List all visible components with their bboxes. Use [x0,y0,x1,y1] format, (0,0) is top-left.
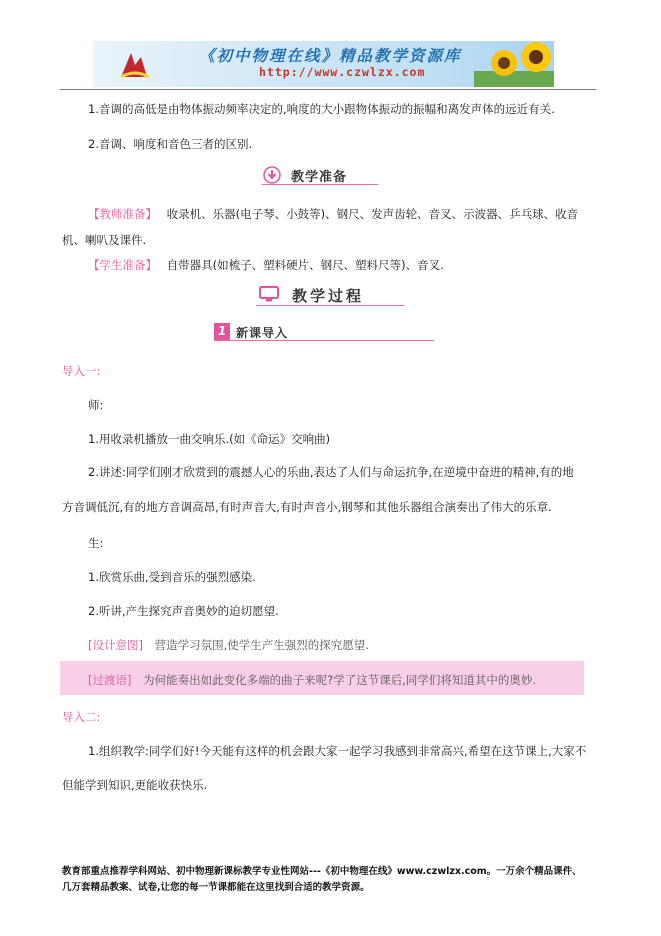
prep-heading: 教学准备 [291,170,348,185]
footer-line-2: 几万套精品教案、试卷,让您的每一节课都能在这里找到合适的教学资源。 [62,882,370,893]
design-intent-text: 营造学习氛围,使学生产生强烈的探究愿望. [154,638,369,652]
process-heading: 教学过程 [292,287,365,305]
teacher-prep-text: 收录机、乐器(电子琴、小鼓等)、钢尺、发声齿轮、音叉、示波器、乒乓球、收音 [166,207,579,221]
intro2-step-1: 1.组织教学:同学们好!今天能有这样的机会跟大家一起学习我感到非常高兴,希望在这节课上,大家不 [88,744,587,758]
student-step-1: 1.欣赏乐曲,受到音乐的强烈感染. [88,570,256,584]
teacher-step-2: 2.讲述:同学们刚才欣赏到的震撼人心的乐曲,表达了人们与命运抗争,在逆境中奋进的精神,有的地 [88,465,574,479]
student-label: 生: [88,536,104,550]
transition-tag: [过渡语] [88,673,132,687]
objective-item-1: 1.音调的高低是由物体振动频率决定的,响度的大小跟物体振动的振幅和离发声体的远近有关. [88,102,555,116]
banner-url[interactable]: http://www.czwlzx.com [259,65,426,79]
monitor-icon [258,285,280,303]
header-banner [93,41,554,87]
sub-heading-underline [214,340,434,341]
intro2-label: 导入二: [62,710,101,724]
intro1-label: 导入一: [62,364,101,378]
sunflower-icon [474,41,554,87]
student-prep-tag: 【学生准备】 [88,258,157,272]
teacher-prep-tag: 【教师准备】 [88,207,157,221]
teacher-label: 师: [88,398,104,412]
teacher-step-1: 1.用收录机播放一曲交响乐.(如《命运》交响曲) [88,432,331,446]
design-intent-tag: [设计意图] [88,638,143,652]
banner-title: 《初中物理在线》精品教学资源库 [199,46,462,65]
sub-heading: 新课导入 [236,326,289,340]
student-step-2: 2.听讲,产生探究声音奥妙的迫切愿望. [88,604,279,618]
section-number-badge: 1 [214,323,230,340]
transition-text: 为何能奏出如此变化多端的曲子来呢?学了这节课后,同学们将知道其中的奥妙. [143,673,537,687]
footer-line-1: 教育部重点推荐学科网站、初中物理新课标教学专业性网站---《初中物理在线》www.czwlzx.com。一万余个精品课件、 [62,866,582,877]
header-divider [60,89,596,90]
objective-item-2: 2.音调、响度和音色三者的区别. [88,137,253,151]
teacher-step-2-cont: 方音调低沉,有的地方音调高昂,有时声音大,有时声音小,钢琴和其他乐器组合演奏出了伟大的乐章. [62,500,552,514]
teacher-prep-text-cont: 机、喇叭及课件. [62,233,147,247]
process-heading-underline [256,305,404,306]
prep-heading-underline [262,184,378,185]
intro2-step-1-cont: 但能学到知识,更能收获快乐. [62,778,208,792]
download-arrow-icon [263,166,281,184]
site-logo-icon [117,47,151,81]
student-prep-text: 自带器具(如梳子、塑料硬片、钢尺、塑料尺等)、音叉. [166,258,444,272]
